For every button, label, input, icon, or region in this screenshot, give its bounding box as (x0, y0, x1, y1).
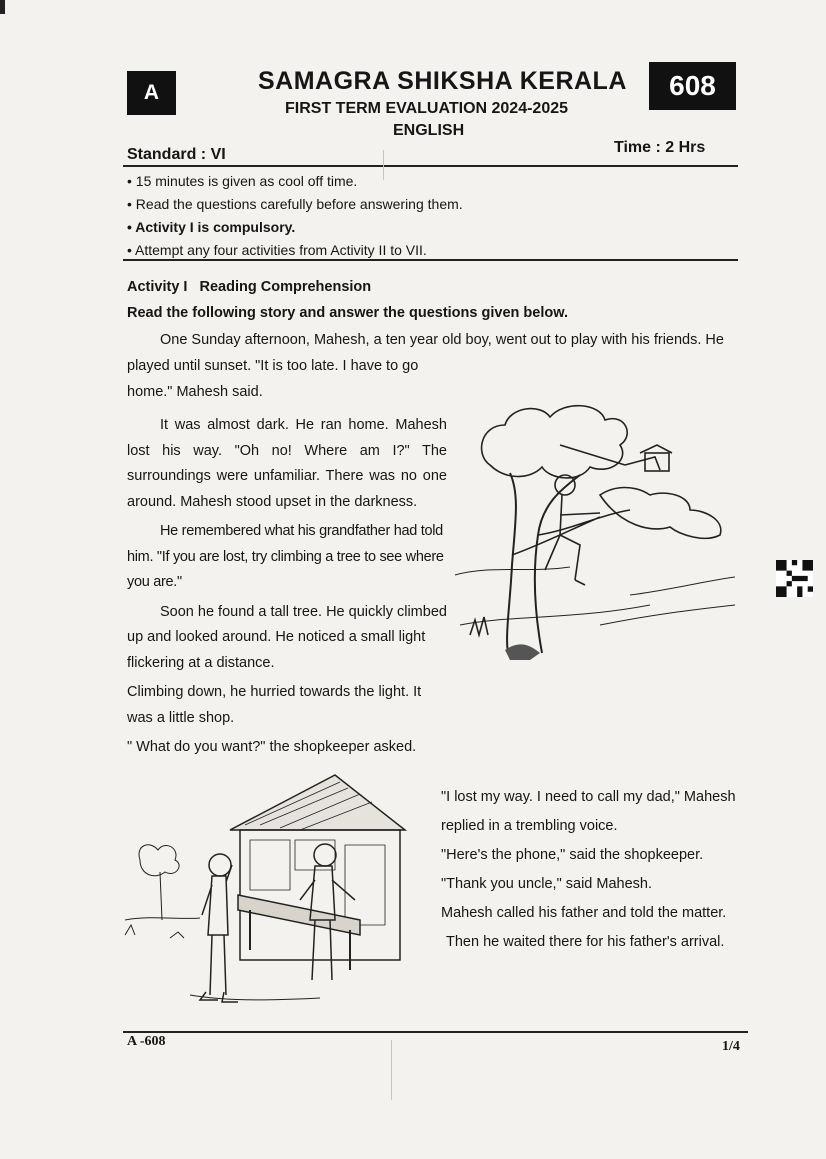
story-paragraph: "Thank you uncle," said Mahesh. (441, 876, 652, 892)
story-paragraph: "I lost my way. I need to call my dad," Mahesh replied in a trembling voice. (441, 789, 736, 834)
time-label: Time : 2 Hrs (614, 139, 706, 156)
instruction-item: • Activity I is compulsory. (127, 216, 463, 239)
paper-code-badge: 608 (649, 62, 736, 110)
story-paragraph: One Sunday afternoon, Mahesh, a ten year old boy, went out to play with his friends. He (160, 332, 724, 348)
shop-scene-illustration (120, 770, 410, 1010)
footer-paper-code: A -608 (127, 1034, 166, 1049)
story-paragraph: Climbing down, he hurried towards the light. It was a little shop. (127, 684, 422, 726)
set-badge: A (127, 71, 176, 115)
story-column-right (441, 783, 751, 957)
header-rule (123, 165, 738, 167)
story-paragraph: Then he waited there for his father's arrival. (446, 934, 725, 950)
qr-code (776, 560, 813, 597)
boy-climbing-tree-illustration (450, 395, 740, 670)
scan-mark (383, 150, 384, 180)
story-paragraph: Mahesh called his father and told the matter. (441, 905, 727, 921)
instruction-item: • 15 minutes is given as cool off time. (127, 170, 463, 193)
instruction-item: • Attempt any four activities from Activity II to VII. (127, 239, 463, 262)
footer-rule (123, 1031, 748, 1033)
instructions-list (127, 170, 463, 262)
instruction-item: • Read the questions carefully before answering them. (127, 193, 463, 216)
story-paragraph: It was almost dark. He ran home. Mahesh lost his way. "Oh no! Where am I?" The surroundings were unfamiliar. There was no one around. Mahesh stood upset in the darkness. (127, 417, 447, 510)
standard-label: Standard : VI (127, 146, 226, 163)
page-number: 1/4 (722, 1039, 740, 1054)
story-paragraph: He remembered what his grandfather had told him. "If you are lost, try climbing a tree to see where you are." (127, 523, 444, 590)
scan-mark (0, 0, 5, 14)
organization-title: SAMAGRA SHIKSHA KERALA (258, 67, 627, 95)
story-paragraph: " What do you want?" the shopkeeper asked. (127, 739, 417, 755)
activity-instruction: Read the following story and answer the questions given below. (127, 305, 568, 321)
exam-title: FIRST TERM EVALUATION 2024-2025 (285, 100, 569, 117)
subject-title: ENGLISH (393, 122, 465, 139)
story-column-left (127, 354, 447, 761)
story-paragraph: Soon he found a tall tree. He quickly climbed up and looked around. He noticed a small light flickering at a distance. (127, 603, 447, 671)
story-paragraph: played until sunset. "It is too late. I have to go home." Mahesh said. (127, 358, 419, 400)
story-paragraph: "Here's the phone," said the shopkeeper. (441, 847, 704, 863)
activity-title: Activity I Reading Comprehension (127, 279, 372, 295)
instructions-rule (123, 259, 738, 261)
scan-mark (391, 1040, 392, 1100)
